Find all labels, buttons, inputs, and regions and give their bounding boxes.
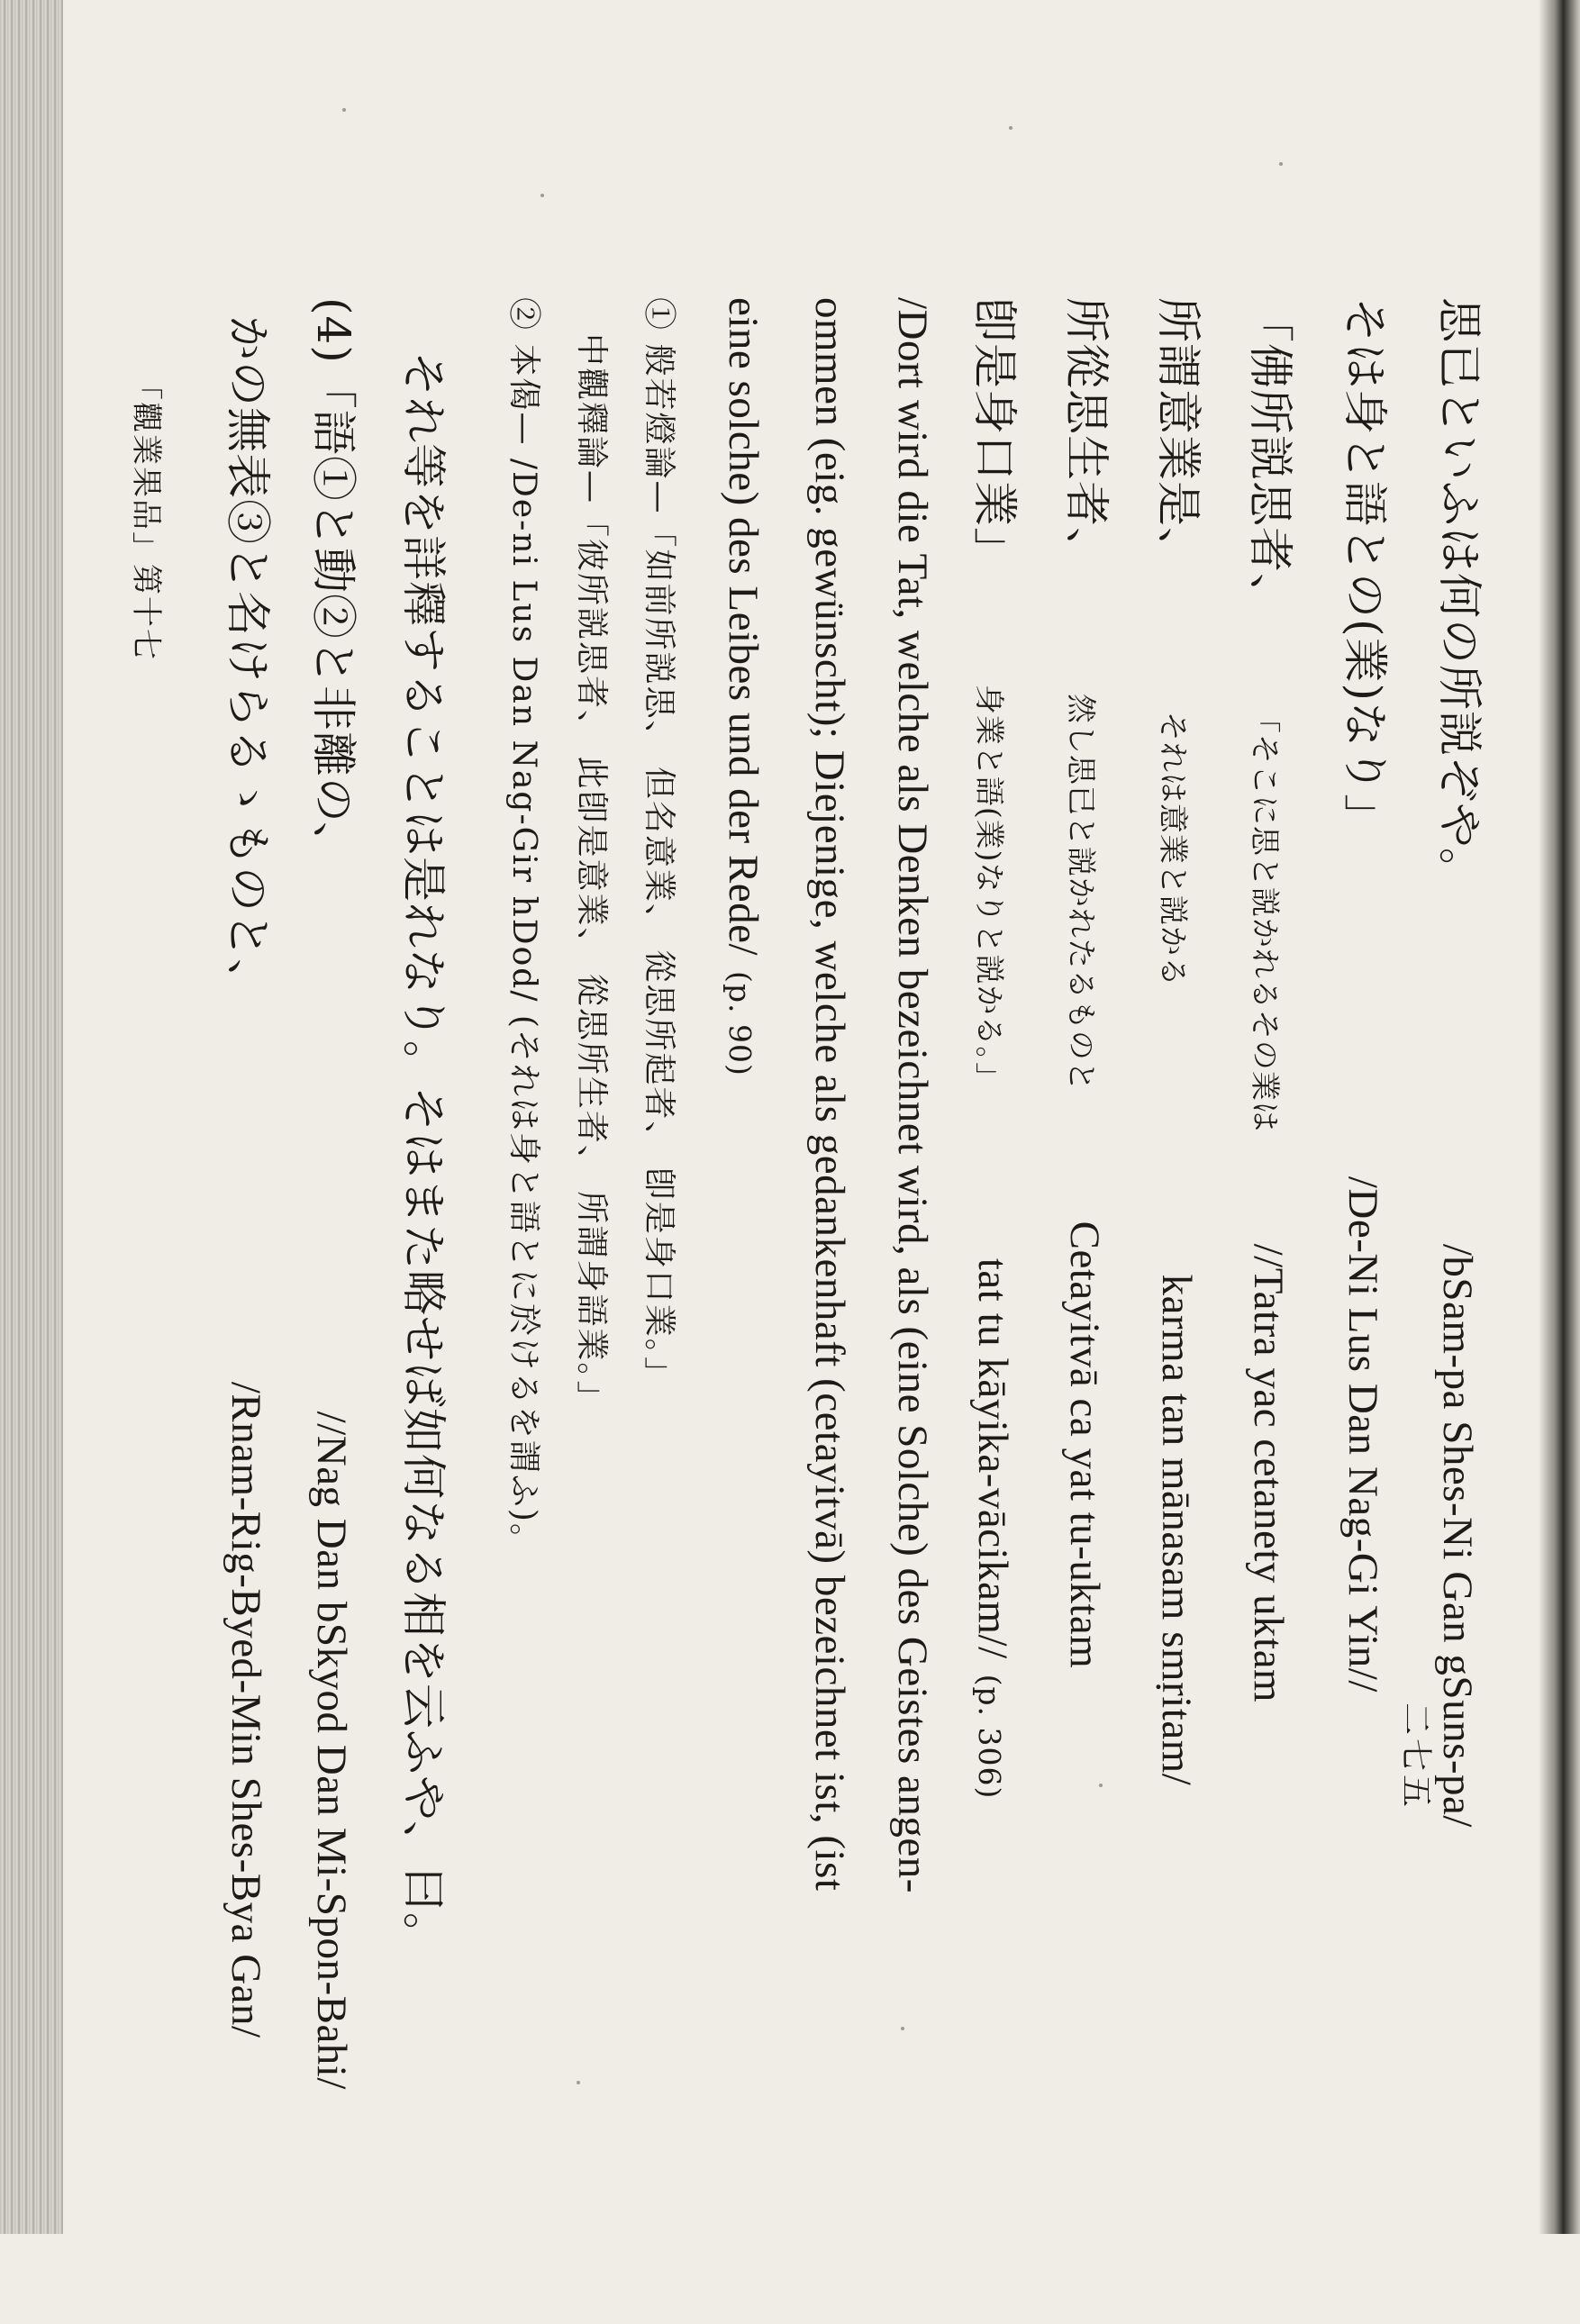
line-6-sanskrit: tat tu kāyika-vācikam// bbox=[969, 1257, 1016, 1659]
line-3 bbox=[1241, 297, 1306, 1702]
line-12-japanese: かの無表③と名けらるゝものと、 bbox=[222, 315, 274, 1004]
line-6 bbox=[966, 297, 1031, 1799]
line-1 bbox=[1430, 297, 1495, 1828]
scan-right-edge bbox=[1539, 0, 1580, 2234]
book-page bbox=[90, 0, 1531, 2234]
scan-speck bbox=[1279, 162, 1283, 166]
scan-speck bbox=[1099, 1784, 1103, 1787]
line-8-german: ommen (eig. gewünscht); Diejenige, welche als gedankenhaft (cetayitvā) bezeichnet ist, (ist bbox=[806, 297, 853, 1892]
line-1-japanese: 思已といふは何の所説ぞや。 bbox=[1433, 297, 1485, 894]
line-4-sanskrit: karma tan mānasam smṛitam/ bbox=[1153, 1274, 1200, 1786]
scan-speck bbox=[1009, 126, 1012, 130]
line-2-japanese: そは身と語との(業)なり」 bbox=[1339, 297, 1391, 840]
line-2-tibetan: /De-Ni Lus Dan Nag-Gi Yin// bbox=[1339, 1176, 1386, 1693]
line-9-german: eine solche) des Leibes und der Rede/ bbox=[720, 297, 767, 957]
scan-speck bbox=[342, 108, 346, 112]
line-5-sanskrit: Cetayitvā ca yat tu-uktam bbox=[1061, 1221, 1108, 1669]
line-4 bbox=[1149, 297, 1214, 1785]
line-4-note: それは意業と説かる bbox=[1156, 711, 1191, 987]
line-9 bbox=[719, 297, 771, 1076]
scan-left-edge bbox=[0, 0, 63, 2234]
line-10: それ等を詳釋することは是れなり。そはまた略せば如何なる相を云ふや、曰。 bbox=[397, 351, 449, 1958]
line-2 bbox=[1336, 297, 1401, 1693]
line-3-japanese: 「佛所説思者、 bbox=[1244, 297, 1296, 619]
line-3-sanskrit: //Tatra yac cetanety uktam bbox=[1245, 1243, 1292, 1703]
line-7-german: /Dort wird die Tat, welche als Denken bezeichnet wird, als (eine Solche) des Geistes angen- bbox=[889, 297, 936, 1893]
line-9-page-ref: (p. 90) bbox=[722, 970, 758, 1076]
line-3-note: 「そこに思と説かれるその業は bbox=[1248, 703, 1283, 1132]
note-1: ① 般若燈論—「如前所説思、 但名意業、 從思所起者、 卽是身口業。」 bbox=[640, 297, 677, 1391]
note-3: ② 本偈— /De-ni Lus Dan Nag-Gir hDod/ (それは身と語とに於けるを謂ふ)。 bbox=[505, 297, 542, 1557]
running-footer: 「觀業果品」第十七 bbox=[128, 369, 164, 661]
line-5-japanese: 所從思生者、 bbox=[1060, 297, 1112, 573]
rotated-text-block bbox=[90, 297, 1495, 2324]
line-11 bbox=[304, 297, 369, 2090]
line-11-tibetan: //Nag Dan bSkyod Dan Mi-Spon-Bahi/ bbox=[308, 1411, 355, 2090]
line-6-page-ref: (p. 306) bbox=[972, 1674, 1007, 1800]
line-12 bbox=[219, 315, 284, 2038]
page-number: 二七五 bbox=[1397, 1702, 1434, 1811]
line-6-japanese: 卽是身口業」 bbox=[968, 297, 1021, 573]
line-5 bbox=[1058, 297, 1122, 1668]
scan-speck bbox=[901, 2027, 904, 2030]
note-2: 中觀釋論—「彼所説思者、 此卽是意業、 從思所生者、 所謂身語業。」 bbox=[573, 333, 610, 1415]
line-11-japanese: (4)「語①と動②と非離の、 bbox=[307, 297, 359, 867]
line-1-tibetan: /bSam-pa Shes-Ni Gan gSuns-pa/ bbox=[1434, 1243, 1481, 1828]
scan-speck bbox=[577, 2081, 580, 2084]
line-6-note: 身業と語(業)なりと説かる。」 bbox=[972, 684, 1007, 1094]
line-4-japanese: 所謂意業是、 bbox=[1152, 297, 1204, 573]
line-5-note: 然し思已と説かれたるものと bbox=[1064, 693, 1099, 1092]
line-12-tibetan: /Rnam-Rig-Byed-Min Shes-Bya Gan/ bbox=[222, 1381, 269, 2038]
scan-speck bbox=[540, 194, 544, 197]
